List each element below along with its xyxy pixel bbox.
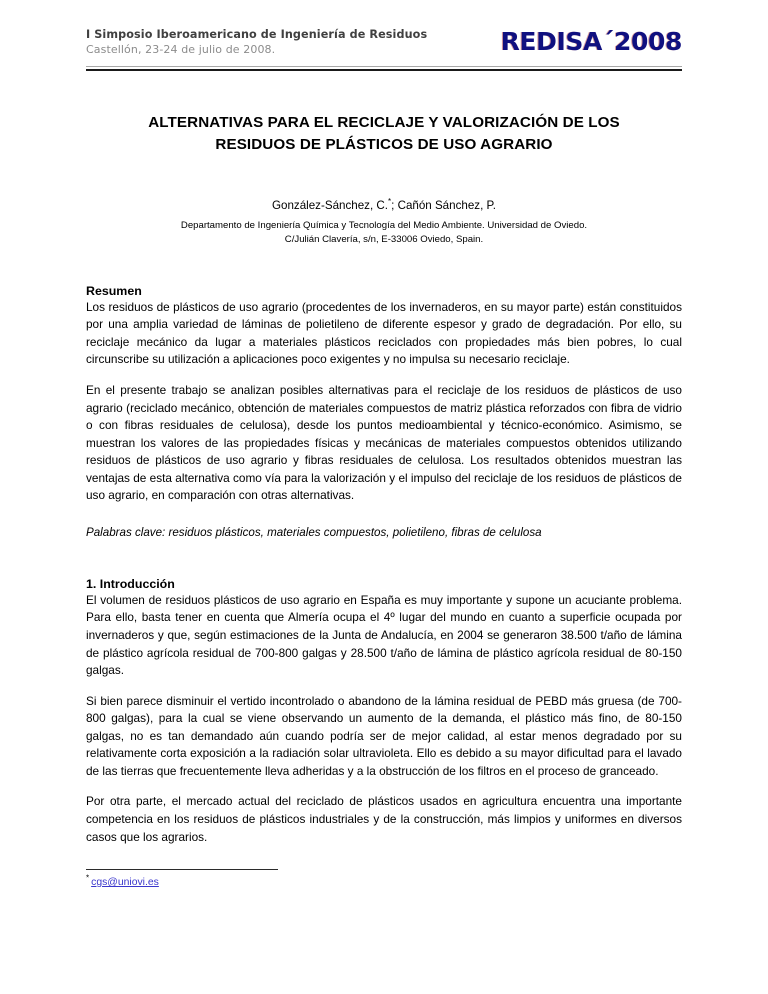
introduction-paragraph-3: Por otra parte, el mercado actual del reciclado de plásticos usados en agricultura encuentra una importante competencia en los residuos de plásticos industriales y de la construcción, más limpios y uniformes en diversos casos que los agrarios.	[86, 794, 682, 844]
footnote-divider	[86, 869, 278, 870]
redisa-logo: REDISA´2008	[500, 27, 682, 56]
page-title-line-2: RESIDUOS DE PLÁSTICOS DE USO AGRARIO	[215, 135, 553, 153]
page-title-line-1: ALTERNATIVAS PARA EL RECICLAJE Y VALORIZACIÓN DE LOS	[148, 114, 620, 131]
author-secondary: ; Cañón Sánchez, P.	[391, 199, 496, 213]
introduction-heading: 1. Introducción	[86, 576, 175, 591]
conference-date: Castellón, 23-24 de julio de 2008.	[86, 43, 276, 56]
abstract-paragraph-2: En el presente trabajo se analizan posibles alternativas para el reciclaje de los residuos de plásticos de uso agrario (reciclado mecánico, obtención de materiales compuestos de matriz plástica reforzados con fibra de vidrio o con fibras residuales de celulosa), desde los puntos medioambiental y técnico-económico. Asimismo, se muestran los valores de las propiedades físicas y mecánicas de materiales compuestos obtenidos utilizando residuos de plásticos de uso agrario y fibras residuales de celulosa. Los resultados obtenidos muestran las ventajas de esta alternativa como vía para la valorización y el impulso del reciclaje de los residuos de plásticos de uso agrario, en comparación con otras alternativas.	[86, 382, 682, 503]
footnote-email-link[interactable]: cgs@uniovi.es	[91, 877, 159, 888]
keywords-section	[86, 525, 682, 542]
abstract-section	[86, 283, 682, 505]
page-header	[86, 28, 682, 57]
author-primary: González-Sánchez, C.	[272, 199, 388, 213]
abstract-paragraph-1: Los residuos de plásticos de uso agrario (procedentes de los invernaderos, en su mayor parte) están constituidos por una amplia variedad de láminas de polietileno de diferente espesor y grado de degradación. Por ello, su reciclaje mecánico da lugar a materiales plásticos reciclados con propiedades más bien pobres, lo cual circunscribe su utilización a aplicaciones poco exigentes y no impulsa su necesario reciclaje.	[86, 299, 682, 367]
affiliation	[86, 219, 682, 247]
author-list	[86, 198, 682, 214]
affiliation-line-1: Departamento de Ingeniería Química y Tecnología del Medio Ambiente. Universidad de Oviedo.	[180, 219, 588, 231]
footnote-marker: *	[86, 873, 90, 883]
abstract-heading: Resumen	[86, 283, 142, 298]
conference-title: I Simposio Iberoamericano de Ingeniería de Residuos	[86, 28, 428, 41]
page-title	[98, 112, 670, 155]
keywords-text: Palabras clave: residuos plásticos, materiales compuestos, polietileno, fibras de celulosa	[86, 525, 542, 539]
introduction-paragraph-2: Si bien parece disminuir el vertido incontrolado o abandono de la lámina residual de PEBD más gruesa (de 700-800 galgas), para la cual se viene observando un aumento de la demanda, el plástico más fino, de 80-150 galgas, no es tan demandado aún cuando podría ser de mejor calidad, al estar menos degradado por su relativamente corta exposición a la radiación solar ultravioleta. Ello es debido a su mayor dificultad para el lavado de las tierras que frecuentemente lleva adheridas y a la obstrucción de los filtros en el proceso de granceado.	[86, 693, 682, 778]
document-body	[86, 112, 682, 846]
affiliation-line-2: C/Julián Clavería, s/n, E-33006 Oviedo, Spain.	[284, 233, 484, 245]
footnote-area	[86, 869, 682, 889]
footnote-content	[86, 873, 682, 889]
header-divider-thin	[86, 66, 682, 67]
introduction-section	[86, 576, 682, 846]
author-footnote-marker: *	[388, 197, 392, 207]
header-divider-thick	[86, 69, 682, 71]
introduction-paragraph-1: El volumen de residuos plásticos de uso agrario en España es muy importante y supone un acuciante problema. Para ello, basta tener en cuenta que Almería ocupa el 4º lugar del mundo en cuanto a superficie ocupada por invernaderos y que, según estimaciones de la Junta de Andalucía, en 2004 se generaron 38.500 t/año de lámina de plástico agrícola residual de 700-800 galgas y 28.500 t/año de lámina de plástico agrícola residual de 80-150 galgas.	[86, 592, 682, 678]
header-conference-info	[86, 28, 427, 57]
